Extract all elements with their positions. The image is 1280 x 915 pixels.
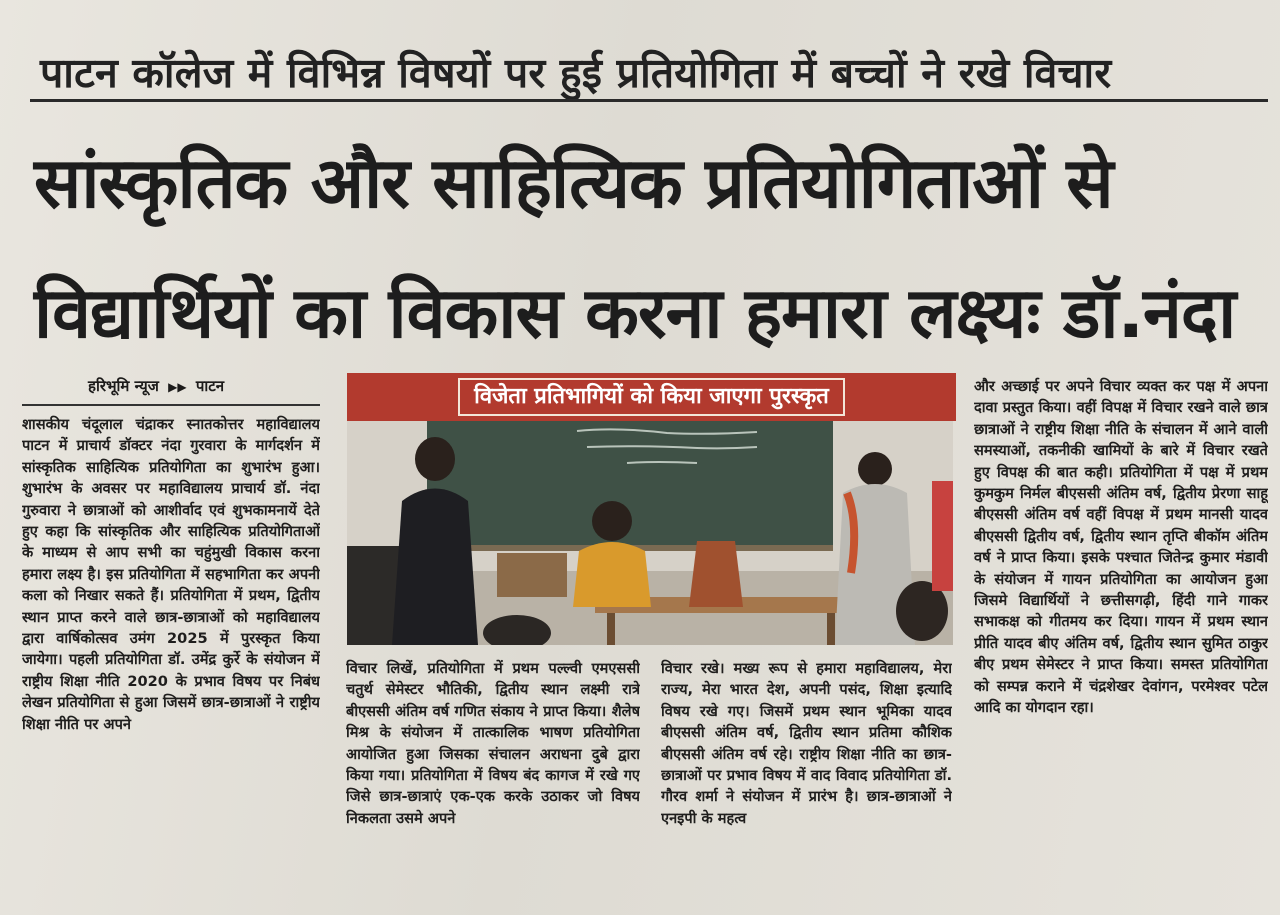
main-headline-line-2: विद्यार्थियों का विकास करना हमारा लक्ष्यः डॉ.नंदा: [34, 272, 1236, 354]
article-column-3: विचार रखे। मख्य रूप से हमारा महाविद्यालय, मेरा राज्य, मेरा भारत देश, अपनी पसंद, शिक्षा इत्यादि विषय रखे गए। जिसमें प्रथम स्थान भूमिका यादव बीएससी अंतिम वर्ष, द्वितीय स्थान प्रतिमा कौशिक बीएससी अंतिम वर्ष रहे। राष्ट्रीय शिक्षा नीति का छात्र-छात्राओं पर प्रभाव विषय में वाद विवाद प्रतियोगिता डॉ. गौरव शर्मा ने संयोजन में प्रारंभ है। छात्र-छात्राओं ने एनइपी के महत्व: [661, 660, 952, 827]
subheadline-text: विजेता प्रतिभागियों को किया जाएगा पुरस्कृत: [458, 378, 845, 416]
byline: [88, 374, 224, 398]
event-photo: [347, 421, 953, 645]
article-column-1: शासकीय चंदूलाल चंद्राकर स्नातकोत्तर महाविद्यालय पाटन में प्राचार्य डॉक्टर नंदा गुरवारा के मार्गदर्शन में सांस्कृतिक साहित्यिक प्रतियोगिता का शुभारंभ हुआ। शुभारंभ के अवसर पर महाविद्यालय प्राचार्य डॉ. नंदा गुरुवारा ने छात्राओं को आशीर्वाद एवं शुभकामनायें देते हुए कहा कि सांस्कृतिक और साहित्यिक प्रतियोगिताओं के माध्यम से आप सभी का चहुंमुखी विकास करना हमारा लक्ष्य है। इस प्रतियोगिता में सहभागिता कर अपनी कला को निखार सकते हैं। प्रतियोगिता में प्रथम, द्वितीय स्थान प्राप्त करने वाले छात्र-छात्राओं को महाविद्यालय द्वारा वार्षिकोत्सव उमंग 2025 में पुरस्कृत किया जायेगा। पहली प्रतियोगिता डॉ. उमेंद्र कुर्रे के संयोजन में राष्ट्रीय शिक्षा नीति 2020 के प्रभाव विषय पर निबंध लेखन प्रतियोगिता से हुआ जिसमें छात्र-छात्राओं ने राष्ट्रीय शिक्षा नीति पर अपने: [22, 416, 320, 733]
byline-rule: [22, 404, 320, 406]
kicker-rule: [30, 99, 1268, 102]
article-column-4: और अच्छाई पर अपने विचार व्यक्त कर पक्ष में अपना दावा प्रस्तुत किया। वहीं विपक्ष में विचार रखने वाले छात्र छात्राओं ने राष्ट्रीय शिक्षा नीति के संचालन में आने वाली समस्याओं, तकनीकी खामियों के बारे में विचार रखते हुए विपक्ष की बात कही। प्रतियोगिता में पक्ष में प्रथम कुमकुम निर्मल बीएससी अंतिम वर्ष, द्वितीय प्रेरणा साहू बीएससी अंतिम वर्ष वहीं विपक्ष में प्रथम मानसी यादव बीएससी द्वितीय वर्ष, द्वितीय स्थान तृप्ति बीकॉम अंतिम वर्ष ने प्राप्त किया। इसके पश्चात जितेन्द्र कुमार मंडावी के संयोजन में गायन प्रतियोगिता का आयोजन हुआ जिसमे विद्यार्थियों ने छत्तीसगढ़ी, हिंदी गाने गाकर सभाकक्ष को गीतमय कर दिया। गायन में प्रथम स्थान प्रीति यादव बीए अंतिम वर्ष, द्वितीय स्थान सुमित ठाकुर बीए प्रथम सेमेस्टर ने प्राप्त किया। समस्त प्रतियोगिता को सम्पन्न कराने में चंद्रशेखर देवांगन, परमेश्वर पटेल आदि का योगदान रहा।: [974, 378, 1268, 717]
chalkboard: [427, 421, 833, 549]
main-headline-line-1: सांस्कृतिक और साहित्यिक प्रतियोगिताओं से: [34, 142, 1113, 224]
byline-separator: ▶▶: [168, 380, 187, 394]
event-photo-illustration: [347, 421, 953, 645]
byline-source: हरिभूमि न्यूज: [88, 377, 159, 395]
subheadline-box: [347, 373, 956, 421]
byline-place: पाटन: [195, 377, 225, 395]
article-column-2: विचार लिखें, प्रतियोगिता में प्रथम पल्ल्वी एमएससी चतुर्थ सेमेस्टर भौतिकी, द्वितीय स्थान लक्ष्मी रात्रे बीएससी अंतिम वर्ष गणित संकाय ने प्राप्त किया। शैलेष मिश्र के संयोजन में तात्कालिक भाषण प्रतियोगिता आयोजित हुआ जिसका संचालन अराधना दुबे द्वारा किया गया। प्रतियोगिता में विषय बंद कागज में रखे गए जिसे छात्र-छात्राएं एक-एक करके उठाकर जो विषय निकलता उसमे अपने: [346, 660, 640, 827]
kicker-headline: पाटन कॉलेज में विभिन्न विषयों पर हुई प्रतियोगिता में बच्चों ने रखे विचार: [40, 49, 1112, 97]
